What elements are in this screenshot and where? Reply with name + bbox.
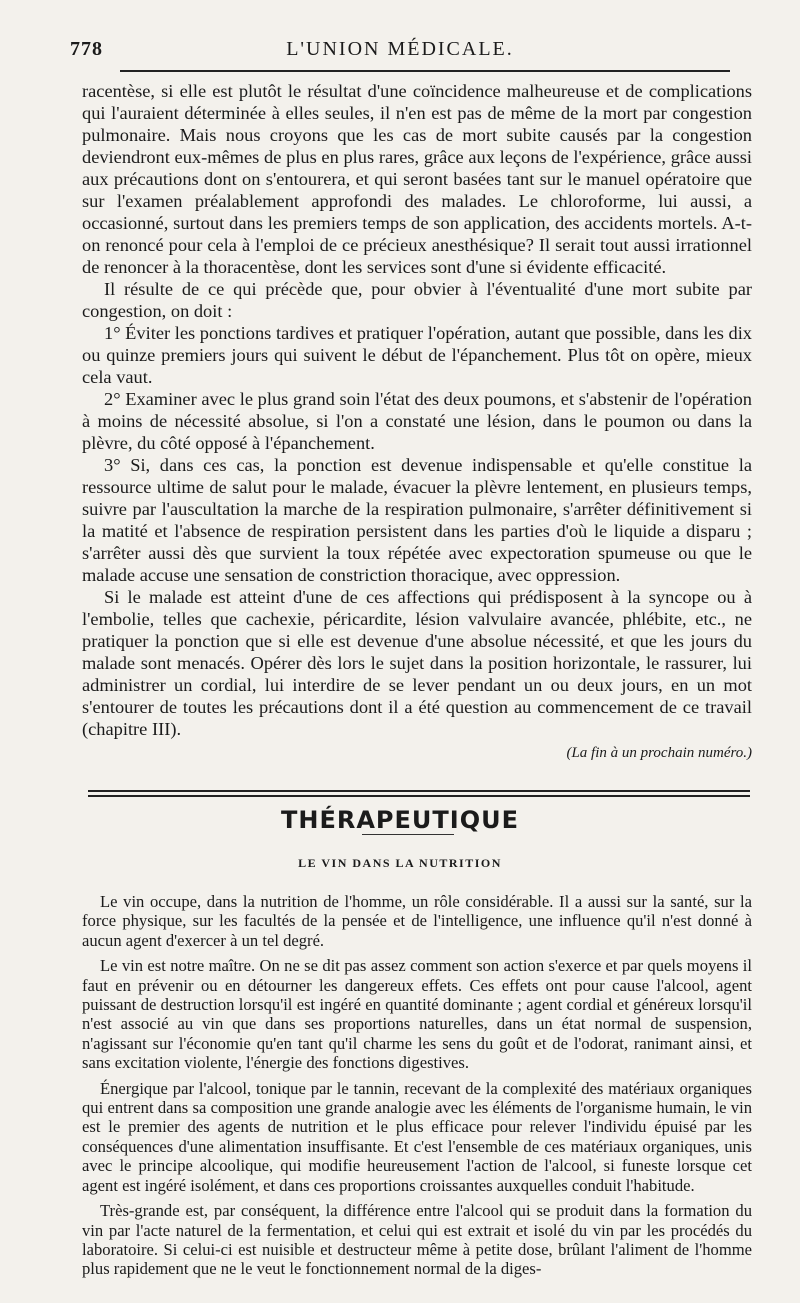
article-title: LE VIN DANS LA NUTRITION — [298, 856, 502, 870]
paragraph: 3° Si, dans ces cas, la ponction est devenue indispensable et qu'elle constitue la ressource ultime de salut pour le malade, évacuer la plèvre lentement, en plusieurs temps, suivre par l'auscultation la marche de la respiration pulmonaire, s'arrêter définitivement si la matité et l'absence de respiration persistent dans les parties d'où le liquide a disparu ; s'arrêter aussi dès que survient la toux répétée avec expectoration spumeuse ou que le malade accuse une sensation de constriction thoracique, avec oppression. — [82, 455, 752, 585]
paragraph: Très-grande est, par conséquent, la différence entre l'alcool qui se produit dans la formation du vin par l'acte naturel de la fermentation, et celui qui est extrait et isolé du vin par les procédés du laboratoire. Si celui-ci est nuisible et destructeur même à petite dose, brûlant l'aliment de l'homme plus rapidement que ne le veut le fonctionnement normal de la diges- — [82, 1201, 752, 1279]
running-title: L'UNION MÉDICALE. — [286, 38, 514, 60]
page-header — [70, 36, 730, 66]
article-continuation — [82, 80, 752, 764]
section-title: THÉRAPEUTIQUE — [281, 806, 519, 834]
page-number: 778 — [70, 38, 103, 60]
title-rule — [362, 834, 454, 835]
article-body — [82, 892, 752, 1285]
paragraph: Énergique par l'alcool, tonique par le tannin, recevant de la complexité des matériaux organiques qui entrent dans sa composition une grande analogie avec les éléments de l'organisme humain, le vin est le premier des agents de nutrition et le plus efficace pour relever l'individu épuisé par les conséquences d'une alimentation insuffisante. Et c'est l'ensemble de ces matériaux organiques, unis avec le principe alcoolique, qui modifie heureusement l'action de l'alcool, si funeste lorsque cet agent est ingéré isolément, et dans ces proportions croissantes auxquelles conduit l'habitude. — [82, 1078, 752, 1195]
paragraph: Si le malade est atteint d'une de ces affections qui prédisposent à la syncope ou à l'embolie, telles que cachexie, péricardite, lésion valvulaire avancée, phlébite, etc., ne pratiquer la ponction que si elle est devenue d'une absolue nécessité, et que les jours du malade sont menacés. Opérer dès lors le sujet dans la position horizontale, le rassurer, lui administrer un cordial, lui interdire de se lever pendant un ou deux jours, en un mot s'entourer de toutes les précautions dont il a été question au commencement de ce travail (chapitre III). — [82, 587, 752, 739]
paragraph: Le vin est notre maître. On ne se dit pas assez comment son action s'exerce et par quels moyens il faut en prévenir ou en détourner les dangereux effets. Ces effets ont pour cause l'alcool, agent puissant de destruction lorsqu'il est ingéré en quantité dominante ; agent cordial et généreux lorsqu'il n'est associé au vin que dans ses proportions naturelles, dans un état normal de suspension, n'agissant sur l'économie qu'en tant qu'il charme les sens du goût et de l'odorat, ranimant ainsi, et sans excitation violente, l'énergie des fonctions digestives. — [82, 956, 752, 1073]
continuation-note: (La fin à un prochain numéro.) — [566, 745, 752, 761]
section-divider — [88, 795, 750, 797]
paragraph: 1° Éviter les ponctions tardives et pratiquer l'opération, autant que possible, dans les dix ou quinze premiers jours qui suivent le début de l'épanchement. Plus tôt on opère, mieux cela vaut. — [82, 323, 752, 387]
section-divider — [88, 790, 750, 792]
paragraph: Le vin occupe, dans la nutrition de l'homme, un rôle considérable. Il a aussi sur la santé, sur la force physique, sur les facultés de la pensée et de l'intelligence, une influence qu'il n'est donné à aucun agent d'exercer à un tel degré. — [82, 892, 752, 950]
paragraph: Il résulte de ce qui précède que, pour obvier à l'éventualité d'une mort subite par congestion, on doit : — [82, 279, 752, 321]
paragraph: 2° Examiner avec le plus grand soin l'état des deux poumons, et s'abstenir de l'opération à moins de nécessité absolue, si l'on a constaté une lésion, dans le poumon ou dans la plèvre, du côté opposé à l'épanchement. — [82, 389, 752, 453]
paragraph: racentèse, si elle est plutôt le résultat d'une coïncidence malheureuse et de complications qui l'auraient déterminée à elles seules, il n'en est pas de même de la mort par congestion pulmonaire. Mais nous croyons que les cas de mort subite causés par la congestion deviendront eux-mêmes de plus en plus rares, grâce aux leçons de l'expérience, grâce aussi aux précautions dont on s'entourera, et qui seront basées tant sur le manuel opératoire que sur l'examen préalablement approfondi des malades. Le chloroforme, lui aussi, a occasionné, surtout dans les premiers temps de son application, des accidents mortels. A-t-on renoncé pour cela à l'emploi de ce précieux anesthésique? Il serait tout aussi irrationnel de renoncer à la thoracentèse, dont les services sont d'une si évidente efficacité. — [82, 81, 752, 277]
header-rule — [120, 70, 730, 72]
